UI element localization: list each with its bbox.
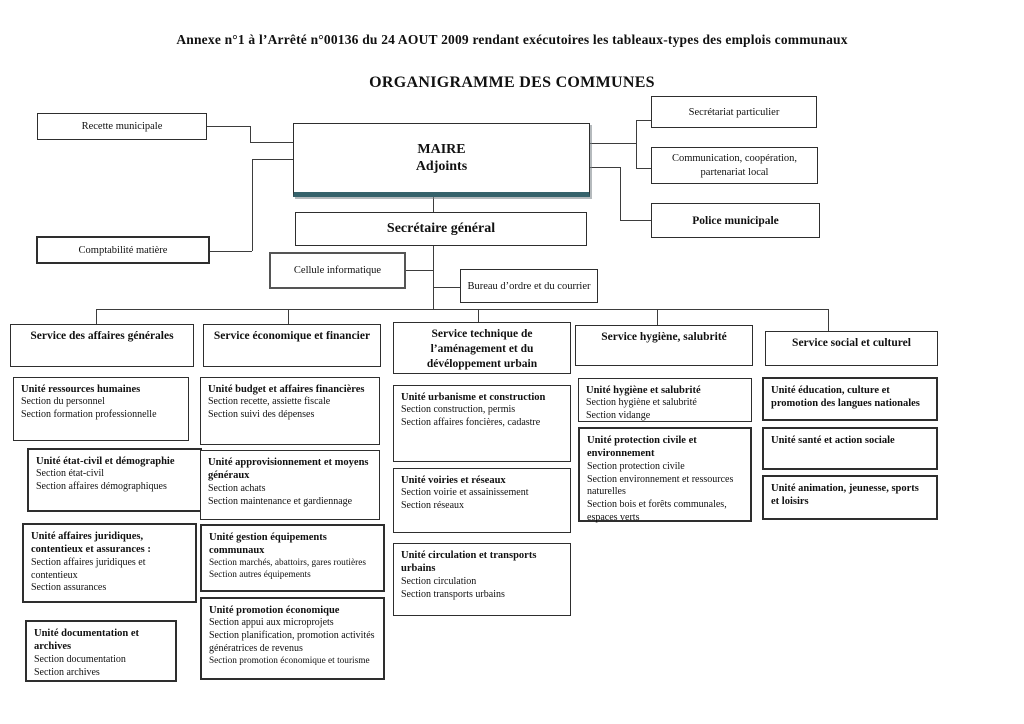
unit-section: Section formation professionnelle (21, 409, 157, 421)
connector-line (433, 246, 434, 309)
box-cellule-informatique (269, 252, 406, 289)
connector-line (478, 309, 479, 322)
unit-title: Unité budget et affaires financières (208, 384, 365, 395)
unit-section: Section documentation (34, 653, 126, 665)
unit-hygiene-salubrite (578, 378, 752, 422)
service-header-social-culturel (765, 331, 938, 366)
connector-line (657, 309, 658, 325)
page-title: Annexe n°1 à l’Arrêté n°00136 du 24 AOUT 2009 rendant exécutoires les tableaux-types des emplois communaux (176, 32, 848, 47)
connector-line (620, 220, 651, 221)
unit-section: Section état-civil (36, 468, 105, 480)
unit-section: Section construction, permis (401, 404, 516, 416)
unit-section: Section maintenance et gardiennage (208, 495, 353, 507)
unit-approvisionnement-moyens-generaux (200, 450, 380, 520)
unit-section: Section affaires juridiques et contentieux (31, 556, 146, 581)
unit-section: Section appui aux microprojets (209, 617, 334, 629)
unit-section: Section planification, promotion activités génératrices de revenus (209, 630, 375, 655)
unit-title: Unité gestion équipements communaux (209, 532, 327, 557)
connector-line (250, 126, 251, 142)
unit-title: Unité documentation et archives (34, 628, 139, 653)
connector-line (590, 167, 621, 168)
maire-subtitle: Adjoints (415, 159, 468, 174)
unit-section: Section promotion économique et tourisme (209, 655, 370, 666)
box-maire (293, 123, 590, 197)
unit-section: Section affaires démographiques (36, 481, 167, 493)
unit-section: Section du personnel (21, 396, 105, 408)
unit-section: Section transports urbains (401, 588, 505, 600)
connector-line (406, 270, 433, 271)
unit-budget-affaires-financieres (200, 377, 380, 445)
unit-section: Section vidange (586, 410, 651, 422)
box-label: Secrétaire général (386, 221, 496, 236)
unit-title: Unité animation, jeunesse, sports et loisirs (771, 483, 919, 508)
unit-section: Section recette, assiette fiscale (208, 396, 331, 408)
box-label: Communication, coopération, partenariat local (671, 153, 798, 178)
service-label: Service hygiène, salubrité (601, 331, 727, 343)
connector-line (288, 309, 289, 324)
unit-gestion-equipements-communaux (200, 524, 385, 592)
unit-circulation-transports (393, 543, 571, 616)
maire-title: MAIRE (417, 141, 466, 157)
unit-section: Section circulation (401, 575, 477, 587)
box-comptabilite-matiere (36, 236, 210, 264)
unit-title: Unité hygiène et salubrité (586, 385, 701, 396)
unit-section: Section autres équipements (209, 569, 311, 580)
unit-section: Section voirie et assainissement (401, 487, 529, 499)
unit-section: Section marchés, abattoirs, gares routières (209, 557, 366, 568)
unit-etat-civil-demographie (27, 448, 202, 512)
unit-affaires-juridiques (22, 523, 197, 603)
unit-title: Unité urbanisme et construction (401, 392, 546, 403)
connector-line (207, 126, 250, 127)
connector-line (590, 143, 636, 144)
connector-line (433, 197, 434, 212)
box-secretaire-general (295, 212, 587, 246)
service-label: Service technique de l’aménagement et du dévéloppement urbain (426, 328, 538, 370)
unit-title: Unité état-civil et démographie (36, 456, 175, 467)
box-secretariat-particulier (651, 96, 817, 128)
unit-title: Unité promotion économique (209, 605, 340, 616)
unit-title: Unité affaires juridiques, contentieux et assurances : (31, 531, 151, 556)
unit-urbanisme-construction (393, 385, 571, 462)
unit-education-culture-langues (762, 377, 938, 421)
unit-title: Unité protection civile et environnement (587, 435, 697, 460)
chart-title: ORGANIGRAMME DES COMMUNES (369, 74, 655, 91)
service-header-economique-financier (203, 324, 381, 367)
unit-section: Section archives (34, 666, 100, 678)
box-label: Recette municipale (81, 121, 163, 132)
connector-line (636, 120, 651, 121)
box-recette-municipale (37, 113, 207, 140)
connector-line (252, 159, 253, 251)
unit-section: Section achats (208, 482, 266, 494)
unit-title: Unité santé et action sociale (771, 435, 895, 446)
connector-line (252, 159, 293, 160)
service-label: Service économique et financier (213, 330, 371, 342)
unit-title: Unité circulation et transports urbains (401, 550, 537, 575)
connector-line (96, 309, 97, 324)
unit-section: Section hygiène et salubrité (586, 397, 697, 409)
unit-animation-jeunesse-sports (762, 475, 938, 520)
unit-protection-civile-environnement (578, 427, 752, 522)
connector-line (96, 309, 828, 310)
box-label: Police municipale (692, 214, 779, 227)
unit-section: Section bois et forêts communales, espaces verts (587, 499, 727, 524)
box-label: Comptabilité matière (78, 244, 168, 256)
unit-ressources-humaines (13, 377, 189, 441)
connector-line (828, 309, 829, 331)
connector-line (433, 287, 460, 288)
box-communication (651, 147, 818, 184)
unit-title: Unité ressources humaines (21, 384, 141, 395)
connector-line (636, 120, 637, 168)
unit-section: Section assurances (31, 582, 107, 594)
unit-title: Unité approvisionnement et moyens généraux (208, 457, 369, 482)
service-header-affaires-generales (10, 324, 194, 367)
connector-line (620, 167, 621, 220)
service-header-technique-urbain (393, 322, 571, 374)
service-header-hygiene-salubrite (575, 325, 753, 366)
connector-line (636, 168, 651, 169)
unit-documentation-archives (25, 620, 177, 682)
box-label: Secrétariat particulier (688, 106, 780, 118)
box-bureau-ordre (460, 269, 598, 303)
unit-promotion-economique (200, 597, 385, 680)
connector-line (250, 142, 293, 143)
unit-section: Section environnement et ressources naturelles (587, 473, 734, 498)
box-label: Cellule informatique (293, 265, 382, 276)
service-label: Service des affaires générales (30, 330, 174, 342)
unit-sante-action-sociale (762, 427, 938, 470)
box-label: Bureau d’ordre et du courrier (467, 280, 591, 292)
unit-section: Section affaires foncières, cadastre (401, 417, 541, 429)
unit-section: Section protection civile (587, 460, 685, 472)
service-label: Service social et culturel (792, 337, 911, 349)
unit-title: Unité éducation, culture et promotion des langues nationales (771, 385, 920, 410)
connector-line (210, 251, 252, 252)
box-police-municipale (651, 203, 820, 238)
unit-section: Section réseaux (401, 500, 465, 512)
unit-section: Section suivi des dépenses (208, 409, 315, 421)
unit-voiries-reseaux (393, 468, 571, 533)
unit-title: Unité voiries et réseaux (401, 475, 506, 486)
